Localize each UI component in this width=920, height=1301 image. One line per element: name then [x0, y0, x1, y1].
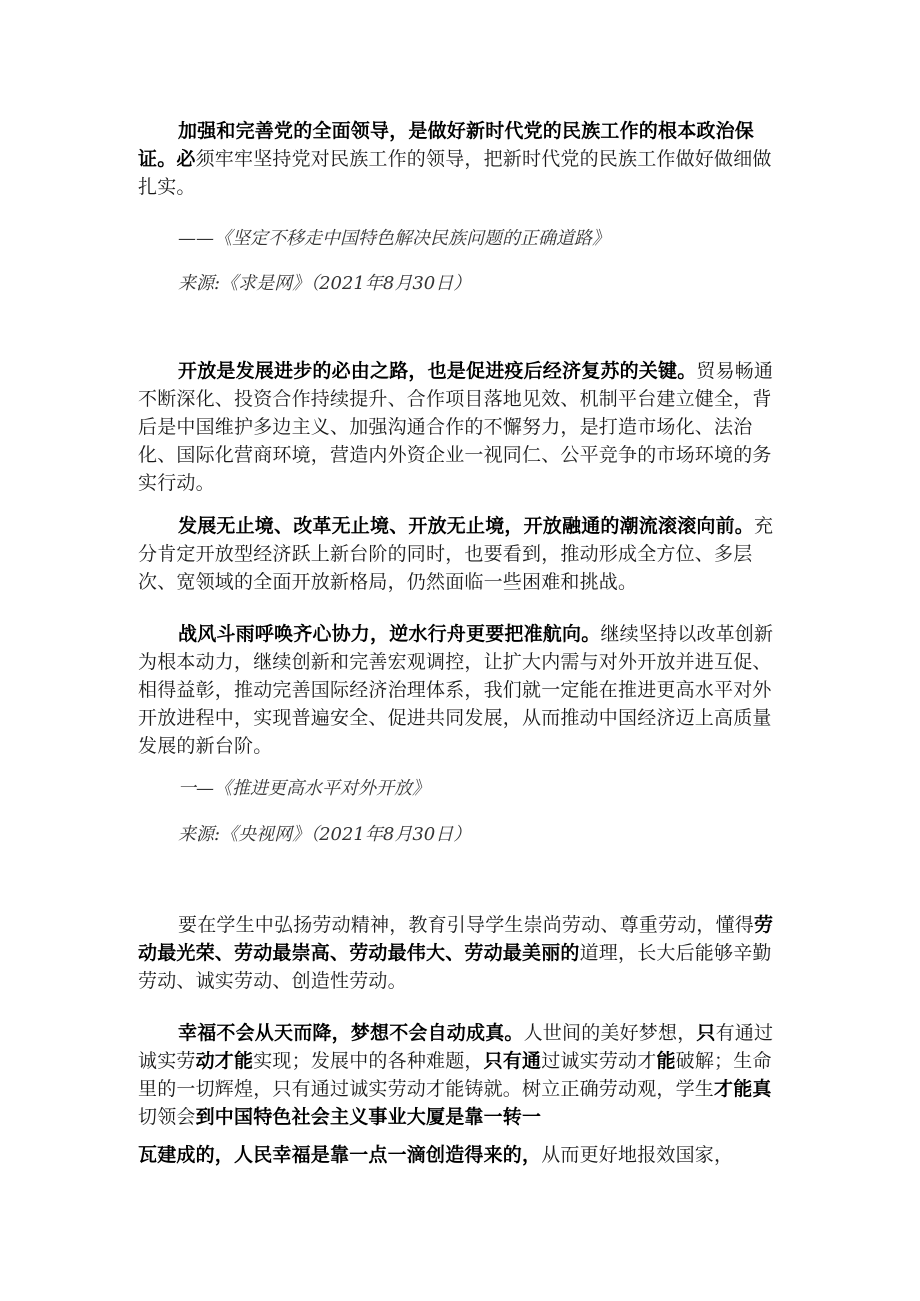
bold-fragment: 才能真 [714, 1078, 772, 1100]
bold-fragment: 只有通 [483, 1050, 542, 1072]
bold-fragment: 只 [696, 1022, 716, 1044]
bold-lead-sentence: 幸福不会从天而降，梦想不会自动成真。 [178, 1022, 524, 1044]
bold-fragment: 能 [656, 1050, 676, 1072]
body-text: 道理，长大后能够辛勤劳动、诚实劳动、创造性劳动。 [138, 942, 772, 992]
body-text: 人世间的美好梦想， [523, 1022, 697, 1044]
paragraph-opening-up [138, 357, 788, 497]
bold-lead-sentence: 瓦建成的，人民幸福是靠一点一滴创造得来的， [138, 1144, 542, 1166]
paragraph-steer-course [138, 620, 788, 760]
quote-attribution: ——《坚定不移走中国特色解决民族问题的正确道路》 [178, 228, 610, 249]
paragraph-party-leadership [138, 117, 788, 201]
bold-phrase: 劳动最光荣、劳动最崇高、劳动最伟大、劳动最美丽的 [138, 914, 774, 964]
body-text: 须牢牢坚持党对民族工作的领导，把新时代党的民族工作做好做细做扎实。 [138, 148, 772, 198]
body-text: 切领会 [138, 1106, 196, 1128]
quote-attribution: 一—《推进更高水平对外开放》 [178, 778, 430, 799]
source-line: 来源:《求是网》（2021年8月30日） [178, 273, 472, 294]
body-text: 实现；发展中的各种难题， [253, 1050, 484, 1072]
source-line: 来源:《央视网》（2021年8月30日） [178, 824, 472, 845]
paragraph-endless-development [138, 512, 788, 596]
paragraph-labor-spirit [138, 911, 788, 995]
paragraph-happiness [138, 1019, 788, 1131]
body-text: 要在学生中弘扬劳动精神，教育引导学生崇尚劳动、尊重劳动，懂得 [178, 914, 755, 936]
body-text: 从而更好地报效国家， [541, 1144, 734, 1166]
bold-lead-sentence: 开放是发展进步的必由之路，也是促进疫后经济复苏的关键。 [178, 360, 697, 382]
body-text: 有通过诚实劳 [138, 1022, 774, 1072]
paragraph-continuation [138, 1141, 788, 1169]
body-text: 破解；生命里的一切辉煌，只有通过诚实劳动才能铸就。树立正确劳动观，学生 [138, 1050, 772, 1100]
body-text: 充分肯定开放型经济跃上新台阶的同时，也要看到，推动形成全方位、多层次、宽领域的全面开放新格局，仍然面临一些困难和挑战。 [138, 515, 774, 593]
body-text: 继续坚持以改革创新为根本动力，继续创新和完善宏观调控，让扩大内需与对外开放并进互促、相得益彰，推动完善国际经济治理体系，我们就一定能在推进更高水平对外开放进程中，实现普遍安全、促进共同发展，从而推动中国经济迈上高质量发展的新台阶。 [138, 623, 774, 757]
bold-lead-sentence: 发展无止境、改革无止境、开放无止境，开放融通的潮流滚滚向前。 [178, 515, 755, 537]
bold-fragment: 动才能 [195, 1050, 254, 1072]
bold-lead-sentence: 加强和完善党的全面领导，是做好新时代党的民族工作的根本政治保证。必 [138, 120, 755, 170]
bold-lead-sentence: 战风斗雨呼唤齐心协力，逆水行舟更要把准航向。 [178, 623, 601, 645]
bold-fragment: 到中国特色社会主义事业大厦是靠一转一 [195, 1106, 542, 1128]
body-text: 贸易畅通不断深化、投资合作持续提升、合作项目落地见效、机制平台建立健全，背后是中国维护多边主义、加强沟通合作的不懈努力，是打造市场化、法治化、国际化营商环境，营造内外资企业一视同仁、公平竞争的市场环境的务实行动。 [138, 360, 774, 494]
body-text: 过诚实劳动才 [541, 1050, 657, 1072]
